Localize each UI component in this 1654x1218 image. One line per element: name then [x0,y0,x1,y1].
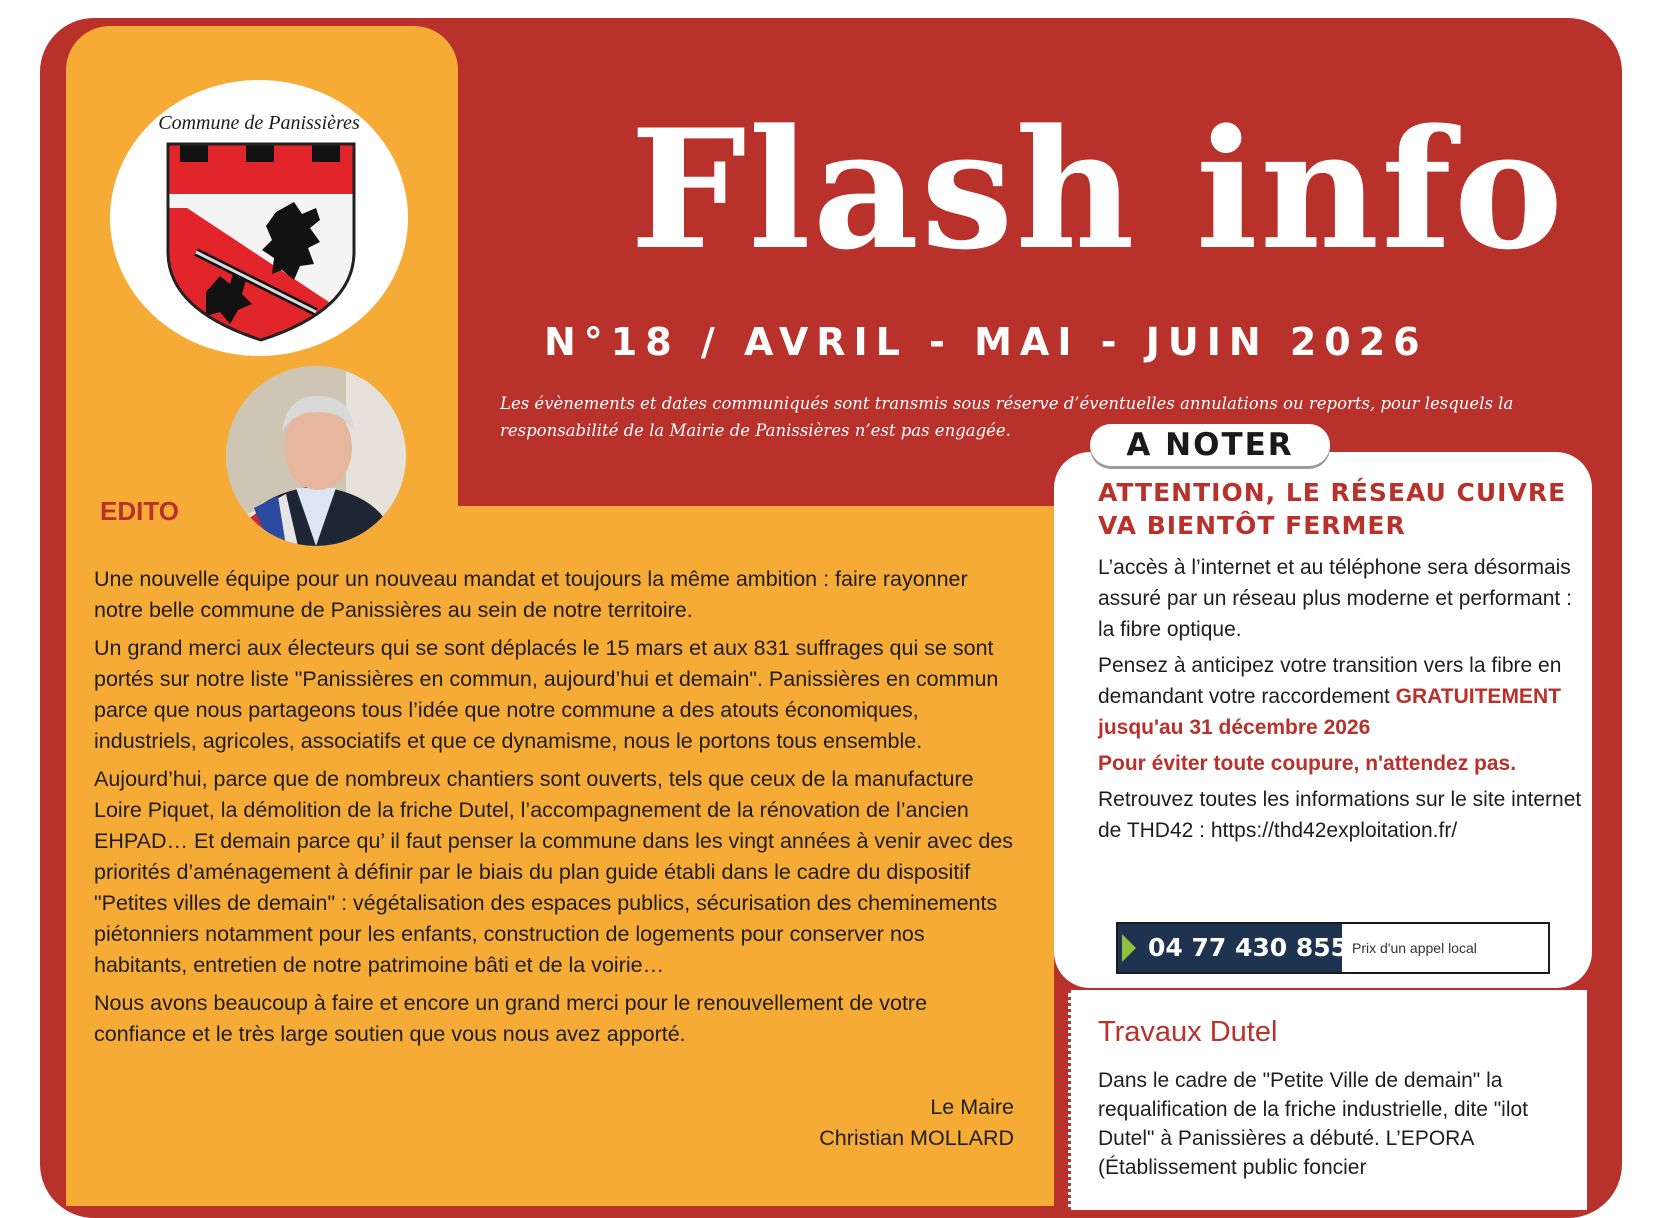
signature [760,1092,1014,1154]
note-warning: Pour éviter toute coupure, n'attendez pas. [1098,752,1517,775]
mayor-photo [226,366,406,546]
note-tab: A NOTER [1090,424,1330,466]
page-title: Flash info [630,93,1566,286]
travaux-title: Travaux Dutel [1098,1016,1278,1048]
edito-paragraph: Un grand merci aux électeurs qui se sont déplacés le 15 mars et aux 831 suffrages qui se sont portés sur notre liste "Panissières en commun, aujourd’hui et demain". Panissières en commun parce que nous partageons tous l’idée que notre commune a des atouts économiques, industriels, agricoles, associatifs et que ce dynamisme, nous le portons tous ensemble. [94,636,999,753]
signature-name: Christian MOLLARD [819,1126,1014,1150]
phone-note: Prix d'un appel local [1352,940,1477,956]
note-content [1098,476,1582,851]
play-arrow-icon [1122,934,1136,962]
phone-number-panel [1118,924,1349,972]
edito-text [94,564,1014,1057]
note-paragraph-2 [1098,650,1582,743]
note-paragraph-text: Pensez à anticipez votre transition vers la fibre en demandant votre raccordement [1098,654,1562,708]
edito-label: EDITO [100,496,179,526]
coat-of-arms-icon [166,142,356,342]
note-free-until: GRATUITEMENT jusqu'au 31 décembre 2026 [1098,685,1561,739]
logo-text: Commune de Panissières [158,112,360,134]
phone-number: 04 77 430 855 [1148,933,1349,962]
note-heading: ATTENTION, LE RÉSEAU CUIVRE VA BIENTÔT FERMER [1098,478,1567,540]
note-info-link: Retrouvez toutes les informations sur le site internet de THD42 : https://thd42exploitation.fr/ [1098,788,1582,842]
disclaimer: Les évènements et dates communiqués sont transmis sous réserve d’éventuelles annulations ou reports, pour lesquels la responsabilité de la Mairie de Panissières n’est pas engagée. [500,394,1514,440]
edito-paragraph: Nous avons beaucoup à faire et encore un grand merci pour le renouvellement de votre confiance et le très large soutien que vous nous avez apporté. [94,991,928,1046]
edito-paragraph: Aujourd’hui, parce que de nombreux chantiers sont ouverts, tels que ceux de la manufacture Loire Piquet, la démolition de la friche Dutel, l’accompagnement de la rénovation de l’ancien EHPAD… Et demain parce qu’ il faut penser la commune dans les vingt années à venir avec des priorités d’aménagement à définir par le biais du plan guide établi dans le cadre du dispositif "Petites villes de demain" : végétalisation des espaces publics, sécurisation des cheminements piétonniers notamment pour les enfants, construction de logements pour conserver nos habitants, entretien de notre patrimoine bâti et de la voirie… [94,767,1014,977]
issue-number: N°18 / AVRIL - MAI - JUIN 2026 [544,320,1428,364]
signature-role: Le Maire [930,1095,1014,1119]
travaux-text: Dans le cadre de "Petite Ville de demain" la requalification de la friche industrielle, dite "ilot Dutel" à Panissières a débuté. L’EPORA (Établissement public foncier [1098,1069,1529,1179]
edito-paragraph: Une nouvelle équipe pour un nouveau mandat et toujours la même ambition : faire rayonner notre belle commune de Panissières au sein de notre territoire. [94,567,968,622]
note-paragraph: L’accès à l’internet et au téléphone sera désormais assuré par un réseau plus moderne et performant : la fibre optique. [1098,556,1572,641]
phone-banner [1116,922,1550,974]
